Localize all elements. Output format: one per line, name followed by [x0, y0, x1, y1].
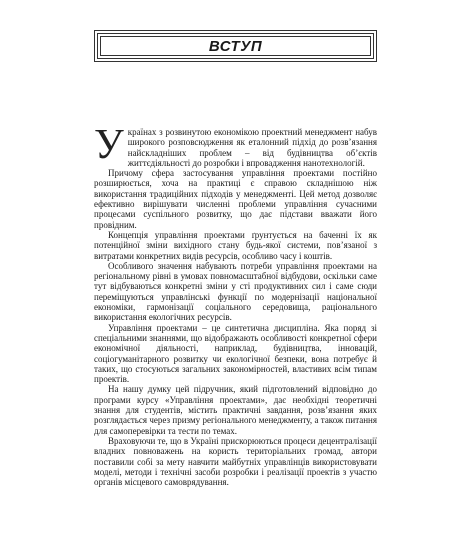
heading-frame [94, 30, 377, 62]
drop-cap-letter: У [94, 122, 124, 168]
page-heading: ВСТУП [208, 37, 263, 55]
paragraph-6: На нашу думку цей підручник, який підготовлений відповідно до програми курсу «Управління проектами», дає необхідні теоретичні знання для студентів, містить практичні завдання, розв’язання яких розглядається через призму регіонального менеджменту, а також питання для самоперевірки та тести по темах. [94, 384, 377, 436]
paragraph-2: Причому сфера застосування управління проектами постійно розширюється, хоча на практиці є справою складнішою ніж використання традиційних підходів у менеджменті. Цей метод дозволяє ефективно вирішувати численні проблеми управління сучасними процесами суспільного розвитку, що дає підстави вважати його провідним. [94, 168, 377, 230]
paragraph-3: Концепція управління проектами ґрунтується на баченні їх як потенційної зміни вихідного стану будь-якої системи, пов’язаної з витратами конкретних видів ресурсів, особливо часу і коштів. [94, 229, 377, 261]
paragraph-1 [94, 122, 377, 168]
paragraph-7: Враховуючи те, що в Україні прискорюються процеси децентралізації владних повноважень на користь територіальних громад, автори поставили собі за мету навчити майбутніх управлінців використовувати моделі, методи і технічні засоби розробки і реалізації проектів з участю органів місцевого самоврядування. [94, 435, 377, 488]
paragraph-4: Особливого значення набувають потреби управління проектами на регіональному рівні в умовах повномасштабної відбудови, оскільки саме тут відбуваються конкретні зміни у сті продуктивних сил і саме сюди переміщуються управлінські функції по модернізації національної економіки, гармонізації соціального середовища, раціонального використання екологічних ресурсів. [94, 260, 377, 323]
paragraph-1-text: країнах з розвинутою економікою проектний менеджмент набув широкого розповсюдження як еталонний підхід до розв’язання найскладніших проблем – від будівництва об’єктів життєдіяльності до розробки і впровадження нанотехнологій. [127, 127, 377, 168]
body-text [94, 122, 377, 488]
paragraph-5: Управління проектами – це синтетична дисципліна. Яка поряд зі спеціальними знаннями, що відображають особливості конкретної сфери економічної діяльності, наприклад, будівництва, інновацій, соціогуманітарного розвитку чи екологічної безпеки, вона потребує й таких, що стосуються загальних закономірностей, властивих всім типам проектів. [94, 322, 377, 385]
